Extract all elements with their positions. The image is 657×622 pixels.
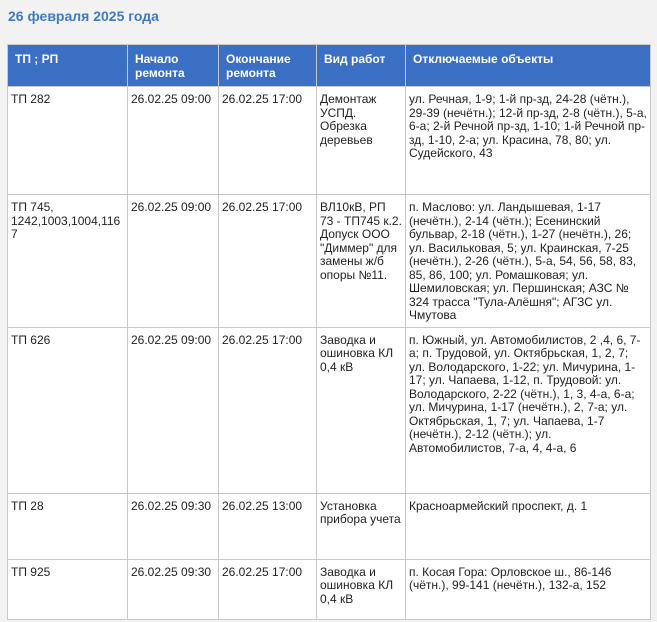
cell-end: 26.02.25 17:00 xyxy=(219,195,317,328)
cell-objects: Красноармейский проспект, д. 1 xyxy=(406,493,651,559)
cell-start: 26.02.25 09:30 xyxy=(128,493,219,559)
table-row xyxy=(8,493,651,559)
table-row xyxy=(8,195,651,328)
cell-work: ВЛ10кВ, РП 73 - ТП745 к.2. Допуск ООО "Диммер" для замены ж/б опоры №11. xyxy=(317,195,406,328)
cell-objects: п. Маслово: ул. Ландышевая, 1-17 (нечётн.), 2-14 (чётн.); Есенинский бульвар, 2-18 (чётн.), 1-27 (нечётн.), 26; ул. Васильковая, 5; ул. Краинская, 7-25 (нечётн.), 2-26 (чётн.), 5-а, 54, 56, 58, 83, 85, 86, 100; ул. Ромашковая; ул. Шемиловская; ул. Першинская; АЗС № 324 трасса "Тула-Алёшня"; АГЗС ул. Чмутова xyxy=(406,195,651,328)
cell-start: 26.02.25 09:00 xyxy=(128,195,219,328)
table-row xyxy=(8,87,651,195)
cell-objects: п. Южный, ул. Автомобилистов, 2 ,4, 6, 7-а; п. Трудовой, ул. Октябрьская, 1, 2, 7; ул. Володарского, 1-22; ул. Мичурина, 1-17; ул. Чапаева, 1-12, п. Трудовой: ул. Володарского, 2-22 (чётн.), 1, 3, 4-а, 6-а; ул. Мичурина, 1-17 (нечётн.), 2, 7-а; ул. Октябрьская, 1, 7; ул. Чапаева, 1-7 (нечётн.), 2-12 (чётн.); ул. Автомобилистов, 7-а, 4, 4-а, 6 xyxy=(406,327,651,493)
cell-tp: ТП 282 xyxy=(8,87,128,195)
cell-tp: ТП 745, 1242,1003,1004,1167 xyxy=(8,195,128,328)
header-tp: ТП ; РП xyxy=(8,45,128,87)
cell-work: Демонтаж УСПД. Обрезка деревьев xyxy=(317,87,406,195)
cell-end: 26.02.25 13:00 xyxy=(219,493,317,559)
page-title: 26 февраля 2025 года xyxy=(8,8,159,24)
cell-end: 26.02.25 17:00 xyxy=(219,327,317,493)
cell-objects: п. Косая Гора: Орловское ш., 86-146 (чётн.), 99-141 (нечётн.), 132-а, 152 xyxy=(406,559,651,619)
cell-tp: ТП 925 xyxy=(8,559,128,619)
cell-tp: ТП 626 xyxy=(8,327,128,493)
table-header-row xyxy=(8,45,651,87)
header-end: Окончание ремонта xyxy=(219,45,317,87)
table-row xyxy=(8,559,651,619)
header-work: Вид работ xyxy=(317,45,406,87)
cell-tp: ТП 28 xyxy=(8,493,128,559)
cell-work: Установка прибора учета xyxy=(317,493,406,559)
header-objects: Отключаемые объекты xyxy=(406,45,651,87)
cell-work: Заводка и ошиновка КЛ 0,4 кВ xyxy=(317,327,406,493)
cell-start: 26.02.25 09:00 xyxy=(128,87,219,195)
cell-end: 26.02.25 17:00 xyxy=(219,87,317,195)
outage-table xyxy=(7,44,651,620)
header-start: Начало ремонта xyxy=(128,45,219,87)
cell-objects: ул. Речная, 1-9; 1-й пр-зд, 24-28 (чётн.), 29-39 (нечётн.); 12-й пр-зд, 2-8 (чётн.), 5-а, 6-а; 2-й Речной пр-зд, 1-10; 1-й Речной пр-зд, 1-10, 2-а; ул. Красина, 78, 80; ул. Судейского, 43 xyxy=(406,87,651,195)
cell-end: 26.02.25 17:00 xyxy=(219,559,317,619)
cell-start: 26.02.25 09:00 xyxy=(128,327,219,493)
table-row xyxy=(8,327,651,493)
cell-work: Заводка и ошиновка КЛ 0,4 кВ xyxy=(317,559,406,619)
cell-start: 26.02.25 09:30 xyxy=(128,559,219,619)
